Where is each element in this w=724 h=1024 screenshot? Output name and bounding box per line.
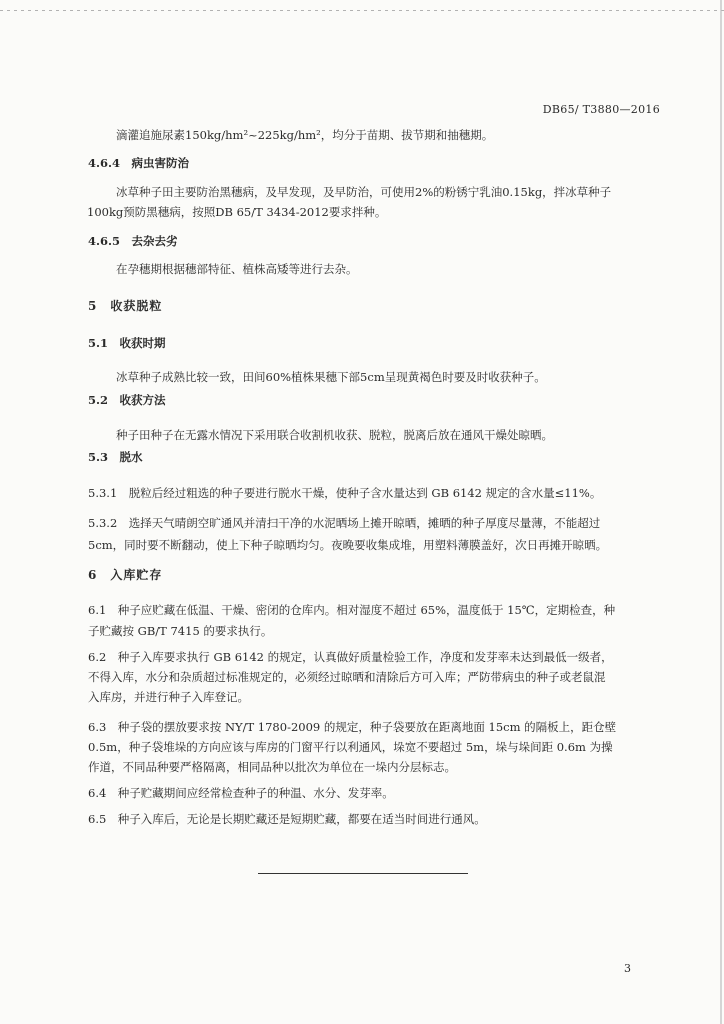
section-6-1-text: 子贮藏按 GB/T 7415 的要求执行。: [88, 624, 273, 638]
section-4-6-5-text: 在孕穗期根据穗部特征、植株高矮等进行去杂。: [116, 262, 358, 276]
section-5-2-title: 5.2 收获方法: [88, 393, 166, 407]
section-6-3-text: 0.5m，种子袋堆垛的方向应该与库房的门窗平行以利通风，垛宽不要超过 5m，垛与垛间距 0.6m 为操: [88, 740, 613, 754]
paragraph-irrigation: 滴灌追施尿素150kg/hm²~225kg/hm²，均分于苗期、拔节期和抽穗期。: [116, 128, 494, 142]
page-number: 3: [624, 962, 631, 975]
section-4-6-4-text: 冰草种子田主要防治黑穗病，及早发现，及早防治，可使用2%的粉锈宁乳油0.15kg，拌冰草种子: [116, 185, 612, 199]
section-6-2-text: 6.2 种子入库要求执行 GB 6142 的规定，认真做好质量检验工作，净度和发芽率未达到最低一级者，: [88, 650, 613, 664]
section-4-6-4-text: 100kg预防黑穗病，按照DB 65/T 3434-2012要求拌种。: [87, 205, 387, 219]
section-4-6-5-title: 4.6.5 去杂去劣: [88, 234, 178, 248]
section-5-3-title: 5.3 脱水: [88, 450, 143, 464]
section-5-3-1-text: 5.3.1 脱粒后经过粗选的种子要进行脱水干燥，使种子含水量达到 GB 6142 规定的含水量≤11%。: [88, 486, 602, 500]
section-5-1-text: 冰草种子成熟比较一致，田间60%植株果穗下部5cm呈现黄褐色时要及时收获种子。: [116, 370, 546, 384]
end-rule: [258, 873, 468, 874]
section-6-3-text: 6.3 种子袋的摆放要求按 NY/T 1780-2009 的规定，种子袋要放在距离地面 15cm 的隔板上，距仓壁: [88, 720, 617, 734]
section-6-4-text: 6.4 种子贮藏期间应经常检查种子的种温、水分、发芽率。: [88, 786, 394, 800]
section-6-3-text: 作道，不同品种要严格隔离，相同品种以批次为单位在一垛内分层标志。: [88, 760, 456, 774]
section-6-2-text: 不得入库，水分和杂质超过标准规定的，必须经过晾晒和清除后方可入库；严防带病虫的种子或老鼠混: [88, 670, 606, 684]
section-5-2-text: 种子田种子在无露水情况下采用联合收割机收获、脱粒，脱离后放在通风干燥处晾晒。: [116, 428, 553, 442]
section-6-2-text: 入库房，并进行种子入库登记。: [88, 690, 249, 704]
section-6-1-text: 6.1 种子应贮藏在低温、干燥、密闭的仓库内。相对湿度不超过 65%，温度低于 15℃，定期检查，种: [88, 603, 616, 617]
section-5-title: 5 收获脱粒: [88, 299, 163, 313]
section-5-3-2-text: 5cm，同时要不断翻动，使上下种子晾晒均匀。夜晚要收集成堆，用塑料薄膜盖好，次日再摊开晾晒。: [88, 538, 608, 552]
scan-edge-top: [0, 10, 724, 11]
section-6-5-text: 6.5 种子入库后，无论是长期贮藏还是短期贮藏，都要在适当时间进行通风。: [88, 812, 486, 826]
section-4-6-4-title: 4.6.4 病虫害防治: [88, 156, 190, 170]
scan-edge-right: [720, 0, 722, 1024]
section-5-3-2-text: 5.3.2 选择天气晴朗空旷通风并清扫干净的水泥晒场上摊开晾晒，摊晒的种子厚度尽量薄，不能超过: [88, 516, 601, 530]
section-5-1-title: 5.1 收获时期: [88, 336, 166, 350]
section-6-title: 6 入库贮存: [88, 568, 163, 582]
document-code: DB65/ T3880—2016: [542, 103, 660, 116]
